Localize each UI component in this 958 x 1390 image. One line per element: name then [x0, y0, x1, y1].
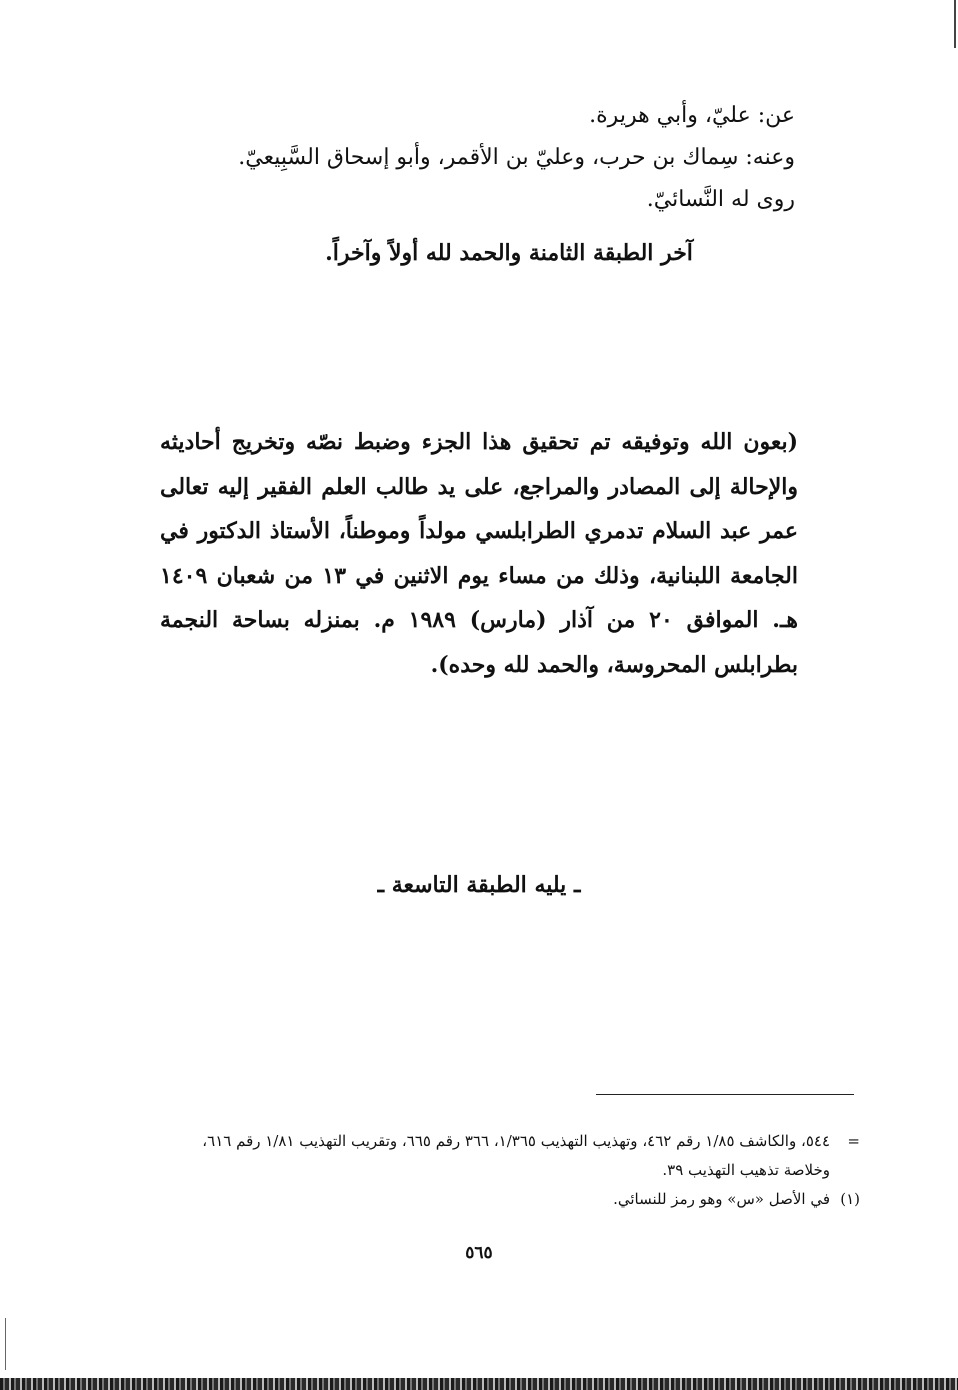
narrated-by-line: روى له النَّسائيّ.	[646, 187, 795, 212]
narrators-line: وعنه: سِماك بن حرب، وعليّ بن الأقمر، وأبو إسحاق السَّبِيعيّ.	[238, 145, 795, 170]
footnote-separator	[596, 1094, 854, 1095]
page-number: ٥٦٥	[465, 1243, 493, 1263]
footnote-text: ٥٤٤، والكاشف ١/٨٥ رقم ٤٦٢، وتهذيب التهذيب ١/٣٦٥، ٣٦٦ رقم ٦٦٥، وتقريب التهذيب ١/٨١ رقم ٦١٦، وخلاصة تذهيب التهذيب ٣٩.	[202, 1132, 830, 1179]
footnote-continuation	[160, 1127, 860, 1185]
footnote-text: في الأصل «س» وهو رمز للنسائي.	[613, 1190, 830, 1208]
narrated-from-line: عن: عليّ، وأبي هريرة.	[589, 103, 795, 128]
scan-edge-left	[5, 1318, 6, 1370]
colophon-paragraph	[160, 420, 798, 687]
scan-bottom-edge	[0, 1378, 958, 1390]
footnotes	[160, 1127, 860, 1214]
section-closing-line: آخر الطبقة الثامنة والحمد لله أولاً وآخراً.	[325, 240, 693, 266]
colophon-text: (بعون الله وتوفيقه تم تحقيق هذا الجزء وضبط نصّه وتخريج أحاديثه والإحالة إلى المصادر والمراجع، على يد طالب العلم الفقير إليه تعالى عمر عبد السلام تدمري الطرابلسي مولداً وموطناً، الأستاذ الدكتور في الجامعة اللبنانية، وذلك من مساء يوم الاثنين في ١٣ من شعبان ١٤٠٩ هـ. الموافق ٢٠ من آذار (مارس) ١٩٨٩ م. بمنزله بساحة النجمة بطرابلس المحروسة، والحمد لله وحده).	[160, 429, 798, 678]
next-section-heading: ـ يليه الطبقة التاسعة ـ	[377, 872, 581, 898]
footnote-marker: =	[847, 1132, 860, 1150]
footnote-1	[160, 1185, 860, 1214]
scan-edge-right	[954, 0, 956, 48]
footnote-marker: (١)	[840, 1190, 860, 1208]
